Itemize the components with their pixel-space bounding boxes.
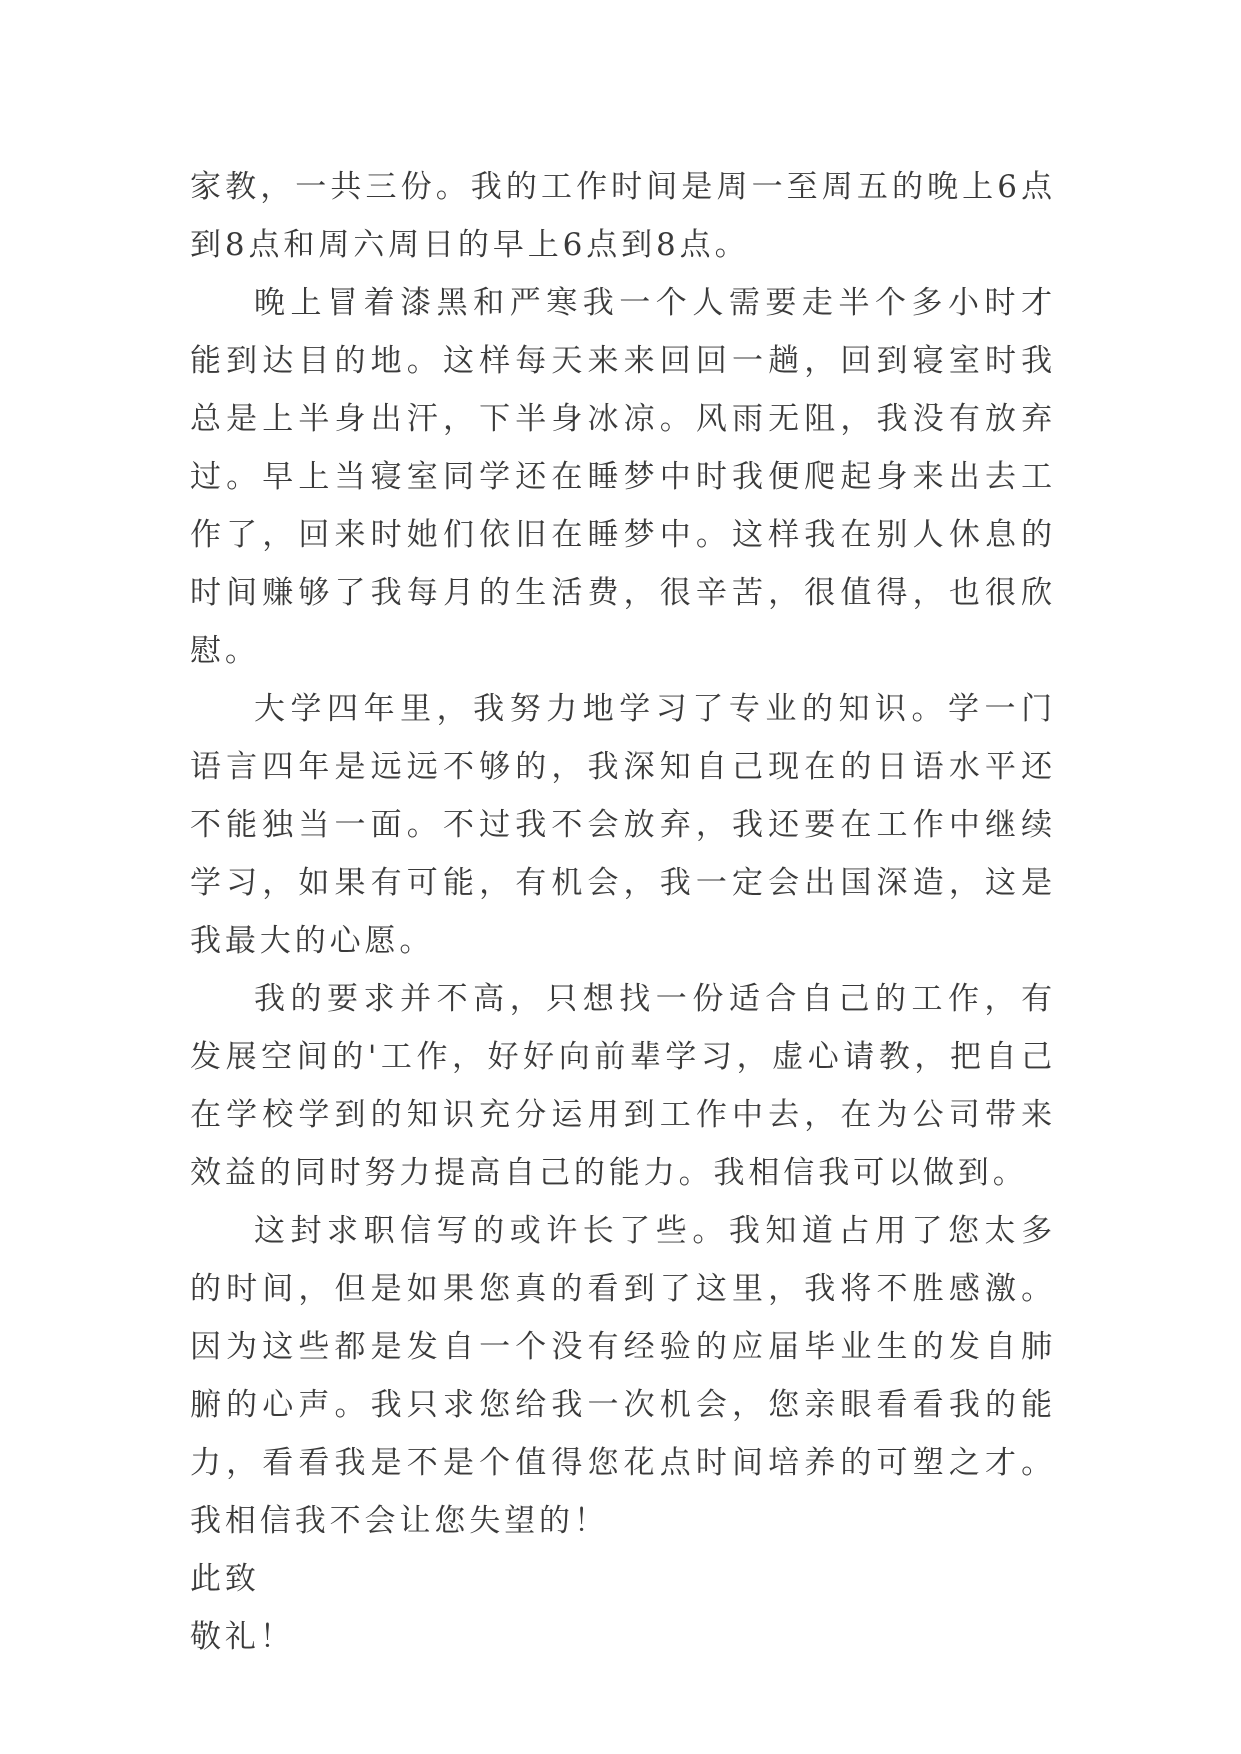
paragraph-conclusion: 这封求职信写的或许长了些。我知道占用了您太多的时间，但是如果您真的看到了这里，我将不胜感激。因为这些都是发自一个没有经验的应届毕业生的发自肺腑的心声。我只求您给我一次机会，您亲眼看看我的能力，看看我是不是个值得您花点时间培养的可塑之才。我相信我不会让您失望的！ [190, 1213, 1056, 1539]
closing-salutation: 此致 [190, 1561, 260, 1597]
paragraph-continuation: 家教，一共三份。我的工作时间是周一至周五的晚上6点到8点和周六周日的早上6点到8点。 [190, 169, 1056, 263]
letter-body [190, 158, 1056, 1666]
paragraph-expectations: 我的要求并不高，只想找一份适合自己的工作，有发展空间的'工作，好好向前辈学习，虚心请教，把自己在学校学到的知识充分运用到工作中去，在为公司带来效益的同时努力提高自己的能力。我相信我可以做到。 [190, 981, 1056, 1191]
paragraph-commute: 晚上冒着漆黑和严寒我一个人需要走半个多小时才能到达目的地。这样每天来来回回一趟，回到寝室时我总是上半身出汗，下半身冰凉。风雨无阻，我没有放弃过。早上当寝室同学还在睡梦中时我便爬起身来出去工作了，回来时她们依旧在睡梦中。这样我在别人休息的时间赚够了我每月的生活费，很辛苦，很值得，也很欣慰。 [190, 285, 1056, 669]
paragraph-study: 大学四年里，我努力地学习了专业的知识。学一门语言四年是远远不够的，我深知自己现在的日语水平还不能独当一面。不过我不会放弃，我还要在工作中继续学习，如果有可能，有机会，我一定会出国深造，这是我最大的心愿。 [190, 691, 1056, 959]
closing-regards: 敬礼！ [190, 1619, 295, 1655]
